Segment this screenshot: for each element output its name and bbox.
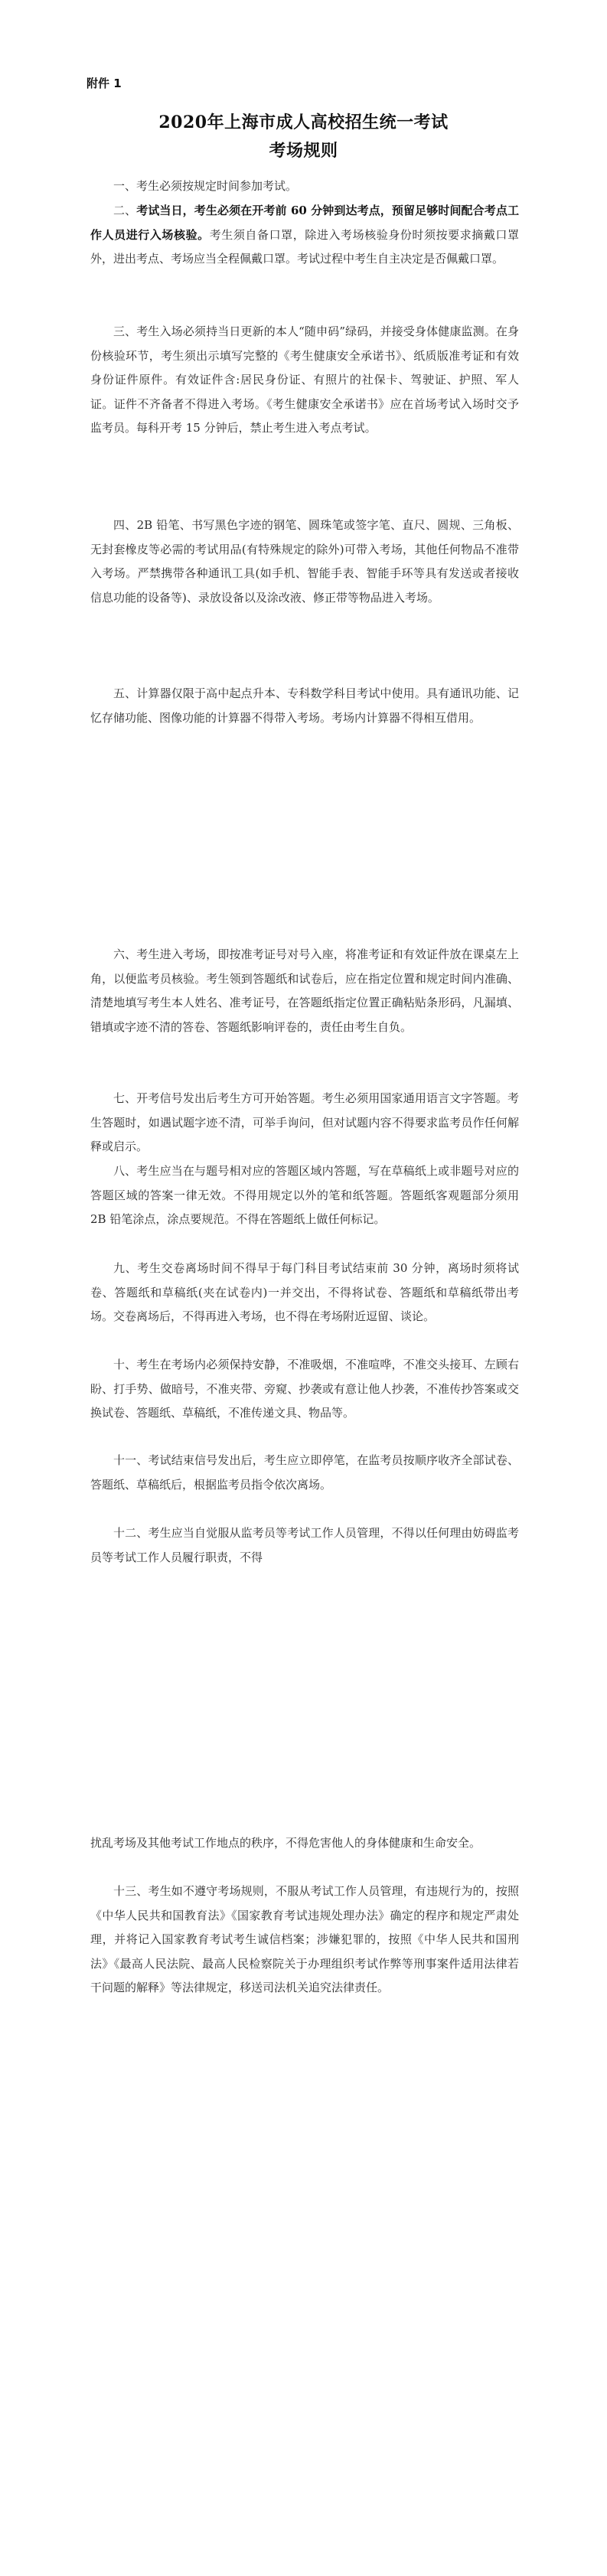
rule-7-paragraph: 七、开考信号发出后考生方可开始答题。考生必须用国家通用语言文字答题。考生答题时，如遇试题字迹不清，可举手询问，但对试题内容不得要求监考员作任何解释或启示。 <box>90 1091 519 1153</box>
rule-5-paragraph: 五、计算器仅限于高中起点升本、专科数学科目考试中使用。具有通讯功能、记忆存储功能、图像功能的计算器不得带入考场。考场内计算器不得相互借用。 <box>90 686 519 725</box>
rule-9-paragraph: 九、考生交卷离场时间不得早于每门科目考试结束前 30 分钟，离场时须将试卷、答题纸和草稿纸(夹在试卷内)一并交出，不得将试卷、答题纸和草稿纸带出考场。交卷离场后，不得再进入考场，也不得在考场附近逗留、谈论。 <box>90 1261 519 1323</box>
document-title-line-1: 2020年上海市成人高校招生统一考试 <box>158 112 449 132</box>
document-title-line-2: 考场规则 <box>269 141 338 161</box>
rule-2-bold-text: 考试当日，考生必须在开考前 60 分钟到达考点，预留足够时间配合考点工作人员进行入场核验。 <box>90 204 519 242</box>
rule-1-paragraph: 一、考生必须按规定时间参加考试。 <box>113 179 298 193</box>
rule-8-paragraph: 八、考生应当在与题号相对应的答题区域内答题，写在草稿纸上或非题号对应的答题区域的答案一律无效。不得用规定以外的笔和纸答题。答题纸客观题部分须用 2B 铅笔涂点，涂点要规范。不得在答题纸上做任何标记。 <box>90 1164 519 1226</box>
rule-2-rest-text: 考生须自备口罩，除进入考场核验身份时须按要求摘戴口罩外，进出考点、考场应当全程佩戴口罩。考试过程中考生自主决定是否佩戴口罩。 <box>90 227 519 266</box>
rule-11-paragraph: 十一、考试结束信号发出后，考生应立即停笔，在监考员按顺序收齐全部试卷、答题纸、草稿纸后，根据监考员指令依次离场。 <box>90 1453 519 1492</box>
rule-2-number: 二、 <box>113 204 137 217</box>
rule-2-paragraph <box>90 199 519 272</box>
rule-13-paragraph: 十三、考生如不遵守考场规则，不服从考试工作人员管理，有违规行为的，按照《中华人民共和国教育法》《国家教育考试违规处理办法》确定的程序和规定严肃处理，并将记入国家教育考试考生诚信档案；涉嫌犯罪的，按照《中华人民共和国刑法》《最高人民法院、最高人民检察院关于办理组织考试作弊等刑事案件适用法律若干问题的解释》等法律规定，移送司法机关追究法律责任。 <box>90 1884 519 1994</box>
rule-12-continuation: 扰乱考场及其他考试工作地点的秩序，不得危害他人的身体健康和生命安全。 <box>90 1836 481 1850</box>
rule-6-paragraph: 六、考生进入考场，即按准考证号对号入座，将准考证和有效证件放在课桌左上角，以便监考员核验。考生领到答题纸和试卷后，应在指定位置和规定时间内准确、清楚地填写考生本人姓名、准考证号，在答题纸指定位置正确粘贴条形码，凡漏填、错填或字迹不清的答卷、答题纸影响评卷的，责任由考生自负。 <box>90 947 519 1034</box>
rule-3-paragraph: 三、考生入场必须持当日更新的本人“随申码”绿码，并接受身体健康监测。在身份核验环节，考生须出示填写完整的《考生健康安全承诺书》、纸质版准考证和有效身份证件原件。有效证件含:居民身份证、有照片的社保卡、驾驶证、护照、军人证。证件不齐备者不得进入考场。《考生健康安全承诺书》应在首场考试入场时交予监考员。每科开考 15 分钟后，禁止考生进入考点考试。 <box>90 324 519 435</box>
rule-10-paragraph: 十、考生在考场内必须保持安静，不准吸烟，不准喧哗，不准交头接耳、左顾右盼、打手势、做暗号，不准夹带、旁窥、抄袭或有意让他人抄袭，不准传抄答案或交换试卷、答题纸、草稿纸，不准传递文具、物品等。 <box>90 1358 519 1420</box>
attachment-label: 附件 1 <box>86 77 122 90</box>
rule-12-paragraph: 十二、考生应当自觉服从监考员等考试工作人员管理，不得以任何理由妨碍监考员等考试工作人员履行职责，不得 <box>90 1526 519 1564</box>
rule-4-paragraph: 四、2B 铅笔、书写黑色字迹的钢笔、圆珠笔或签字笔、直尺、圆规、三角板、无封套橡皮等必需的考试用品(有特殊规定的除外)可带入考场，其他任何物品不准带入考场。严禁携带各种通讯工具(如手机、智能手表、智能手环等具有发送或者接收信息功能的设备等)、录放设备以及涂改液、修正带等物品进入考场。 <box>90 518 519 605</box>
